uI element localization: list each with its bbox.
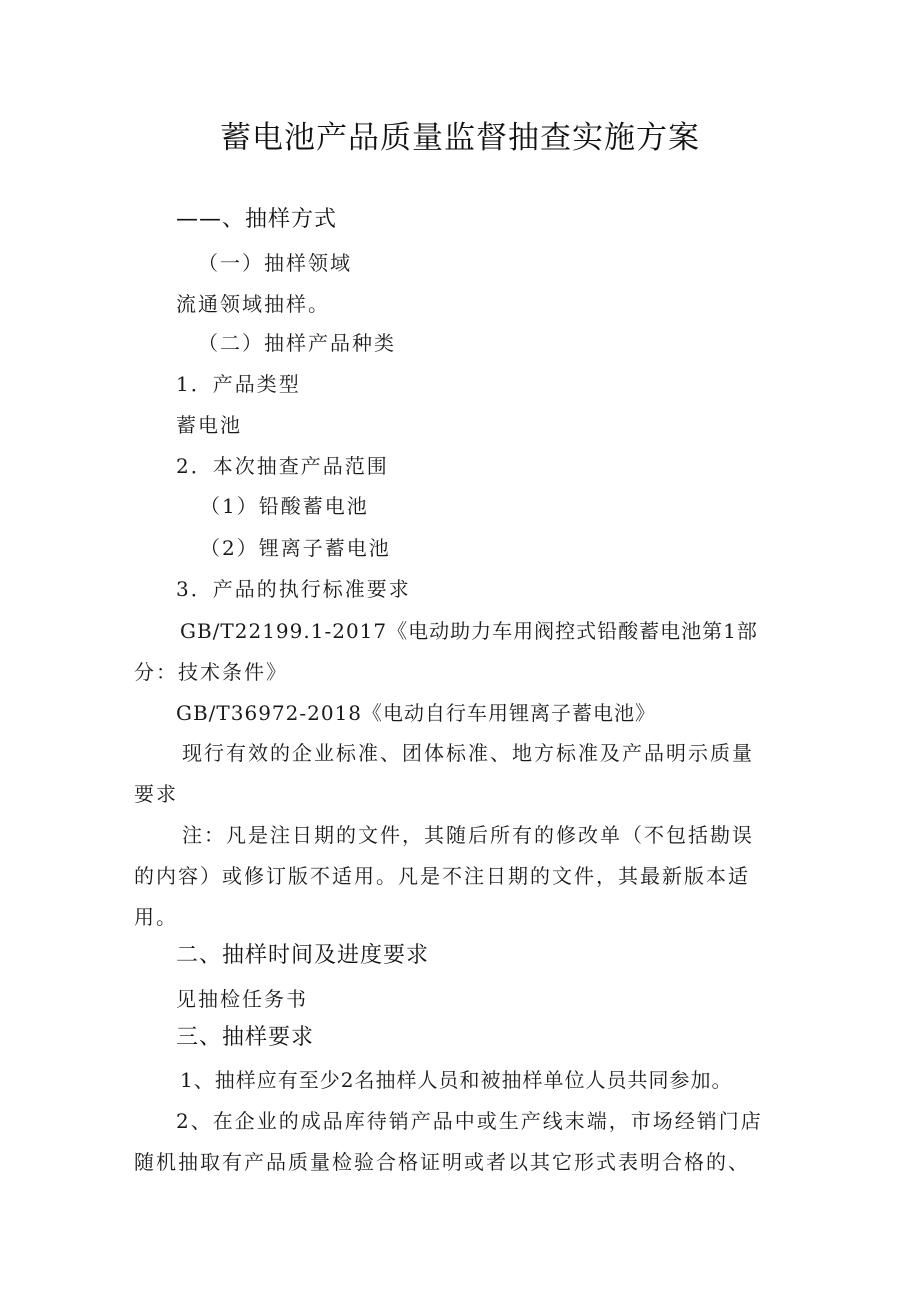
section-heading-2: 二、抽样时间及进度要求 xyxy=(176,943,430,968)
document-title: 蓄电池产品质量监督抽查实施方案 xyxy=(220,120,700,156)
paragraph-line: 蓄电池 xyxy=(176,413,242,437)
note-line: 注：凡是注日期的文件，其随后所有的修改单（不包括勘误 xyxy=(182,823,754,847)
section-heading-1: ——、抽样方式 xyxy=(176,207,338,232)
paragraph-line: 随机抽取有产品质量检验合格证明或者以其它形式表明合格的、 xyxy=(134,1150,750,1174)
list-item: （1）铅酸蓄电池 xyxy=(200,494,369,518)
standard-line: GB/T36972-2018《电动自行车用锂离子蓄电池》 xyxy=(176,701,657,725)
subsection-heading: （一）抽样领域 xyxy=(198,251,352,275)
paragraph-line: 2、在企业的成品库待销产品中或生产线末端，市场经销门店 xyxy=(176,1109,763,1133)
standard-line: GB/T22199.1-2017《电动助力车用阀控式铅酸蓄电池第1部 xyxy=(180,619,758,643)
list-item: （2）锂离子蓄电池 xyxy=(200,536,391,560)
note-line: 用。 xyxy=(134,905,178,929)
paragraph-line: 见抽检任务书 xyxy=(176,987,308,1011)
standard-line: 分：技术条件》 xyxy=(134,660,288,684)
subsection-heading: （二）抽样产品种类 xyxy=(198,331,396,355)
list-item-heading: 3．产品的执行标准要求 xyxy=(176,577,411,601)
paragraph-line: 流通领域抽样。 xyxy=(176,292,330,316)
paragraph-line: 1、抽样应有至少2名抽样人员和被抽样单位人员共同参加。 xyxy=(180,1068,733,1092)
list-item-heading: 2．本次抽查产品范围 xyxy=(176,454,389,478)
list-item-heading: 1．产品类型 xyxy=(176,372,301,396)
paragraph-line: 现行有效的企业标准、团体标准、地方标准及产品明示质量 xyxy=(182,741,754,765)
paragraph-line: 要求 xyxy=(134,782,178,806)
note-line: 的内容）或修订版不适用。凡是不注日期的文件，其最新版本适 xyxy=(134,864,750,888)
section-heading-3: 三、抽样要求 xyxy=(176,1025,315,1050)
